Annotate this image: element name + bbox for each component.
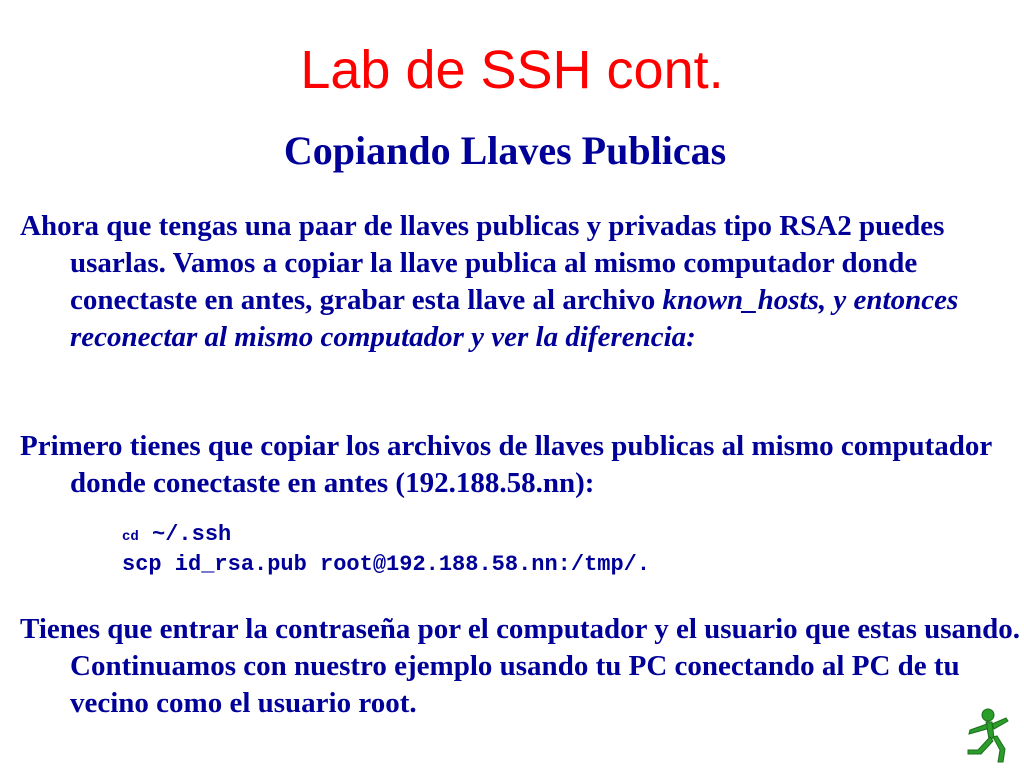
runner-figure-icon — [956, 706, 1016, 766]
slide-subtitle: Copiando Llaves Publicas — [283, 128, 727, 173]
slide-title: Lab de SSH cont. — [300, 40, 724, 100]
paragraph-password: Tienes que entrar la contraseña por el computador y el usuario que estas usando. Continuamos con nuestro ejemplo usando tu PC conectando al PC de tu vecino como el usuario root. — [20, 613, 1021, 719]
paragraph-intro-text: Ahora que tengas una paar de llaves publicas y privadas tipo RSA2 puedes usarlas. Vamos a copiar la llave publica al mismo computador donde conectaste en antes, grabar esta llave al archivo — [20, 210, 945, 316]
code-line-cd — [122, 520, 982, 552]
code-cd-argument: ~/.ssh — [138, 522, 232, 547]
code-cd-command: cd — [122, 529, 139, 545]
code-line-scp: scp id_rsa.pub root@192.188.58.nn:/tmp/. — [122, 552, 651, 577]
paragraph-intro — [20, 208, 1024, 356]
paragraph-copy-instructions: Primero tienes que copiar los archivos de llaves publicas al mismo computador donde conectaste en antes (192.188.58.nn): — [20, 430, 992, 499]
paragraph-intro-italic: known_hosts, y entonces reconectar al mismo computador y ver la diferencia: — [70, 284, 959, 353]
